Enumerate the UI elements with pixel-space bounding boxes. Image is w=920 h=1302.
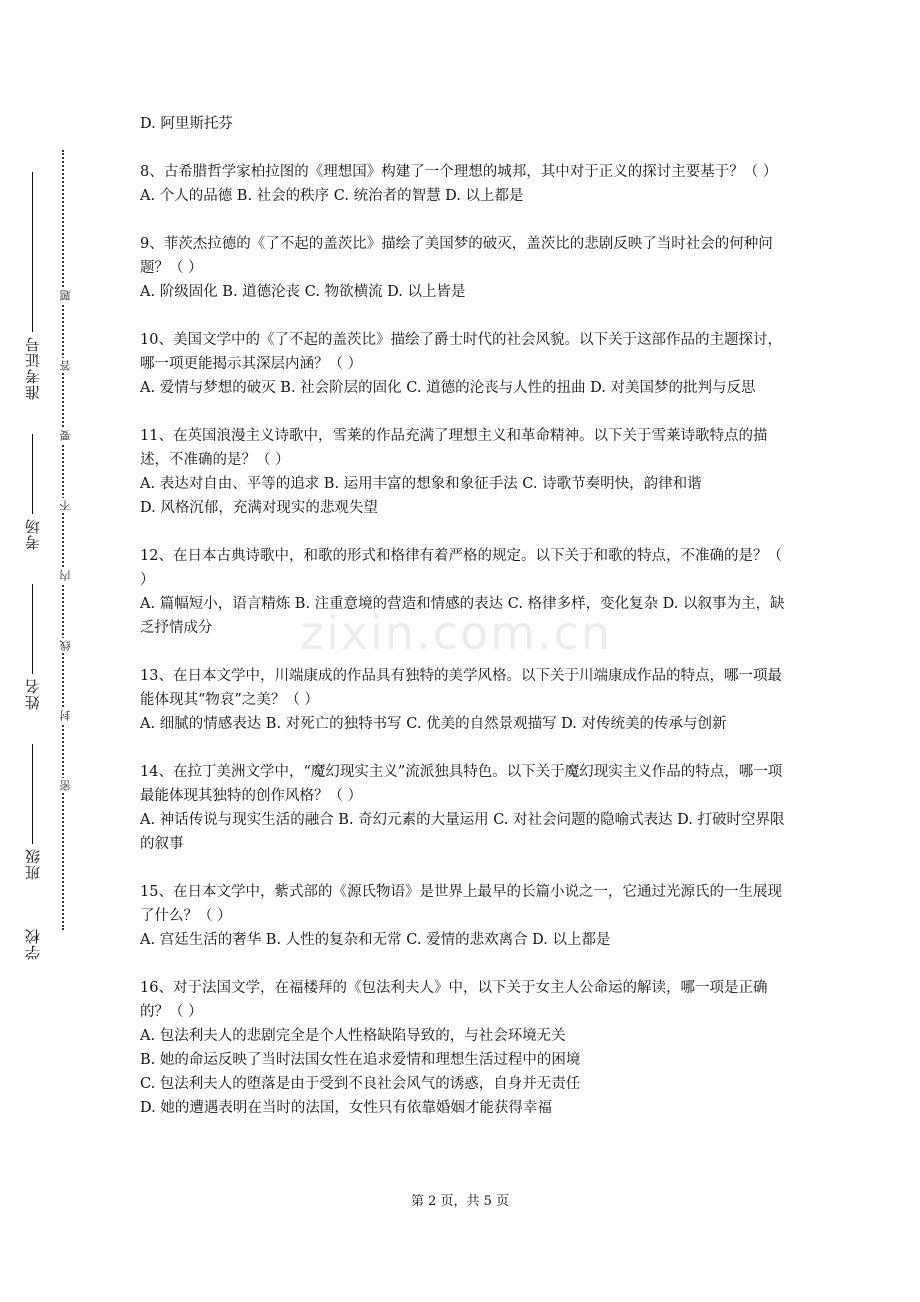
question-stem: 9、菲茨杰拉德的《了不起的盖茨比》描绘了美国梦的破灭，盖茨比的悲剧反映了当时社会的何种问题？（ ） <box>140 236 773 276</box>
exam-number-blank <box>32 172 34 332</box>
binding-margin <box>0 0 120 1302</box>
question-options: A. 篇幅短小，语言精炼 B. 注重意境的营造和情感的表达 C. 格律多样，变化复杂 D. 以叙事为主，缺乏抒情成分 <box>140 596 785 636</box>
exam-room-label: 考场 <box>24 518 42 550</box>
exam-room-blank <box>32 434 34 514</box>
question-options: D. 风格沉郁，充满对现实的悲观失望 <box>140 500 378 516</box>
seal-char: 封 <box>59 710 72 721</box>
class-blank <box>32 744 34 844</box>
question-options: A. 爱情与梦想的破灭 B. 社会阶层的固化 C. 道德的沦丧与人性的扭曲 D. 对美国梦的批判与反思 <box>140 380 756 396</box>
seal-char: 内 <box>59 570 72 581</box>
name-field <box>22 570 43 710</box>
question-9 <box>140 232 785 304</box>
question-stem: 10、美国文学中的《了不起的盖茨比》描绘了爵士时代的社会风貌。以下关于这部作品的主题探讨，哪一项更能揭示其深层内涵？（ ） <box>140 332 782 372</box>
question-stem: 8、古希腊哲学家柏拉图的《理想国》构建了一个理想的城邦，其中对于正义的探讨主要基于？（ ） <box>140 164 778 180</box>
question-15 <box>140 880 785 952</box>
question-13 <box>140 664 785 736</box>
question-stem: 13、在日本文学中，川端康成的作品具有独特的美学风格。以下关于川端康成作品的特点，哪一项最能体现其“物哀”之美？（ ） <box>140 668 782 708</box>
question-stem: 12、在日本古典诗歌中，和歌的形式和格律有着严格的规定。以下关于和歌的特点，不准确的是？（ ） <box>140 548 782 588</box>
question-option-b: B. 她的命运反映了当时法国女性在追求爱情和理想生活过程中的困境 <box>140 1052 581 1068</box>
exam-number-label: 准考证号 <box>24 336 42 400</box>
class-label: 班级 <box>24 848 42 880</box>
seal-dotted-line <box>62 150 64 930</box>
question-list <box>140 112 785 1144</box>
question-options: A. 宫廷生活的奢华 B. 人性的复杂和无常 C. 爱情的悲欢离合 D. 以上都是 <box>140 932 611 948</box>
watermark: zixin.com.cn <box>300 606 613 660</box>
question-stem: 15、在日本文学中，紫式部的《源氏物语》是世界上最早的长篇小说之一，它通过光源氏的一生展现了什么？（ ） <box>140 884 782 924</box>
question-options: A. 细腻的情感表达 B. 对死亡的独特书写 C. 优美的自然景观描写 D. 对传统美的传承与创新 <box>140 716 727 732</box>
question-options: A. 表达对自由、平等的追求 B. 运用丰富的想象和象征手法 C. 诗歌节奏明快，韵律和谐 <box>140 476 702 492</box>
option-line: D. 阿里斯托芬 <box>140 116 233 132</box>
question-stem: 14、在拉丁美洲文学中，“魔幻现实主义”流派独具特色。以下关于魔幻现实主义作品的特点，哪一项最能体现其独特的创作风格？（ ） <box>140 764 783 804</box>
seal-char: 线 <box>59 640 72 651</box>
seal-char: 不 <box>59 500 72 511</box>
seal-char: 题 <box>59 290 72 301</box>
seal-char: 要 <box>59 430 72 441</box>
class-field <box>22 730 43 880</box>
question-10 <box>140 328 785 400</box>
question-12 <box>140 544 785 640</box>
question-8 <box>140 160 785 208</box>
exam-number-field <box>22 160 43 400</box>
school-label: 学校 <box>24 928 42 960</box>
question-option-d: D. 她的遭遇表明在当时的法国，女性只有依靠婚姻才能获得幸福 <box>140 1100 552 1116</box>
school-field <box>22 900 43 960</box>
question-options: A. 个人的品德 B. 社会的秩序 C. 统治者的智慧 D. 以上都是 <box>140 188 524 204</box>
seal-char: 密 <box>59 780 72 791</box>
question-stem: 11、在英国浪漫主义诗歌中，雪莱的作品充满了理想主义和革命精神。以下关于雪莱诗歌特点的描述，不准确的是？（ ） <box>140 428 768 468</box>
question-16 <box>140 976 785 1120</box>
name-blank <box>32 584 34 674</box>
question-option-c: C. 包法利夫人的堕落是由于受到不良社会风气的诱惑，自身并无责任 <box>140 1076 581 1092</box>
question-option-a: A. 包法利夫人的悲剧完全是个人性格缺陷导致的，与社会环境无关 <box>140 1028 566 1044</box>
page-footer: 第 2 页，共 5 页 <box>410 1194 510 1209</box>
exam-room-field <box>22 420 43 550</box>
question-14 <box>140 760 785 856</box>
question-stem: 16、对于法国文学，在福楼拜的《包法利夫人》中，以下关于女主人公命运的解读，哪一项是正确的？（ ） <box>140 980 768 1020</box>
question-options: A. 阶级固化 B. 道德沦丧 C. 物欲横流 D. 以上皆是 <box>140 284 466 300</box>
question-11 <box>140 424 785 520</box>
seal-char: 答 <box>59 360 72 371</box>
question-option-fragment <box>140 112 785 136</box>
question-options: A. 神话传说与现实生活的融合 B. 奇幻元素的大量运用 C. 对社会问题的隐喻式表达 D. 打破时空界限的叙事 <box>140 812 785 852</box>
name-label: 姓名 <box>24 678 42 710</box>
